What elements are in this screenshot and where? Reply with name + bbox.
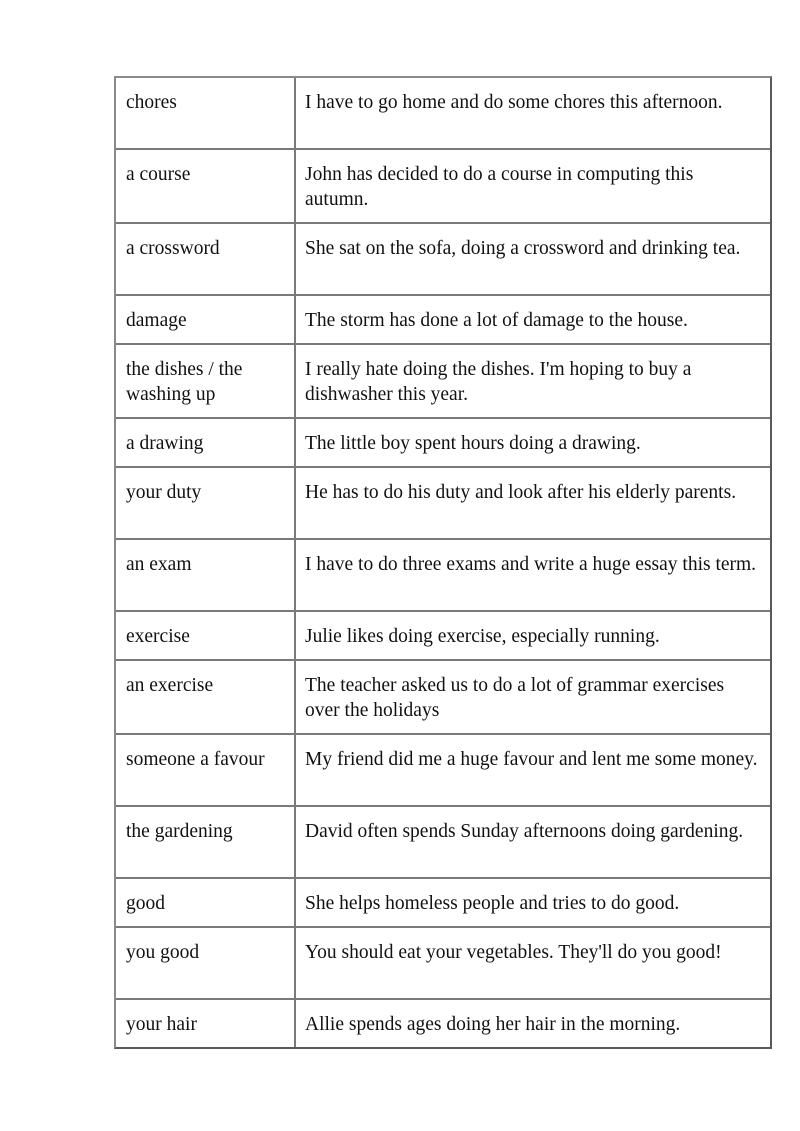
word-cell: exercise xyxy=(116,612,296,661)
example-cell: She helps homeless people and tries to do good. xyxy=(296,879,770,928)
table-row xyxy=(116,540,770,612)
vocabulary-table xyxy=(116,78,770,1047)
word-cell: good xyxy=(116,879,296,928)
table-row xyxy=(116,1000,770,1047)
table-row xyxy=(116,345,770,419)
word-cell: an exercise xyxy=(116,661,296,735)
word-cell: damage xyxy=(116,296,296,345)
example-cell: David often spends Sunday afternoons doing gardening. xyxy=(296,807,770,879)
table-row xyxy=(116,150,770,224)
example-cell: My friend did me a huge favour and lent me some money. xyxy=(296,735,770,807)
example-cell: He has to do his duty and look after his elderly parents. xyxy=(296,468,770,540)
word-cell: chores xyxy=(116,78,296,150)
word-cell: a crossword xyxy=(116,224,296,296)
word-cell: the gardening xyxy=(116,807,296,879)
vocabulary-table-body xyxy=(116,78,770,1047)
example-cell: I really hate doing the dishes. I'm hoping to buy a dishwasher this year. xyxy=(296,345,770,419)
table-row xyxy=(116,78,770,150)
example-cell: The storm has done a lot of damage to the house. xyxy=(296,296,770,345)
example-cell: John has decided to do a course in computing this autumn. xyxy=(296,150,770,224)
example-cell: I have to go home and do some chores this afternoon. xyxy=(296,78,770,150)
table-row xyxy=(116,661,770,735)
table-row xyxy=(116,419,770,468)
example-cell: The little boy spent hours doing a drawing. xyxy=(296,419,770,468)
word-cell: an exam xyxy=(116,540,296,612)
word-cell: a drawing xyxy=(116,419,296,468)
word-cell: a course xyxy=(116,150,296,224)
word-cell: your hair xyxy=(116,1000,296,1047)
example-cell: She sat on the sofa, doing a crossword and drinking tea. xyxy=(296,224,770,296)
table-row xyxy=(116,735,770,807)
table-row xyxy=(116,807,770,879)
word-cell: the dishes / the washing up xyxy=(116,345,296,419)
example-cell: I have to do three exams and write a huge essay this term. xyxy=(296,540,770,612)
word-cell: you good xyxy=(116,928,296,1000)
table-row xyxy=(116,296,770,345)
table-row xyxy=(116,224,770,296)
word-cell: someone a favour xyxy=(116,735,296,807)
example-cell: Julie likes doing exercise, especially running. xyxy=(296,612,770,661)
example-cell: The teacher asked us to do a lot of grammar exercises over the holidays xyxy=(296,661,770,735)
table-row xyxy=(116,468,770,540)
table-row xyxy=(116,928,770,1000)
example-cell: You should eat your vegetables. They'll do you good! xyxy=(296,928,770,1000)
vocabulary-table-frame xyxy=(114,76,772,1049)
table-row xyxy=(116,612,770,661)
table-row xyxy=(116,879,770,928)
word-cell: your duty xyxy=(116,468,296,540)
example-cell: Allie spends ages doing her hair in the morning. xyxy=(305,1014,681,1035)
